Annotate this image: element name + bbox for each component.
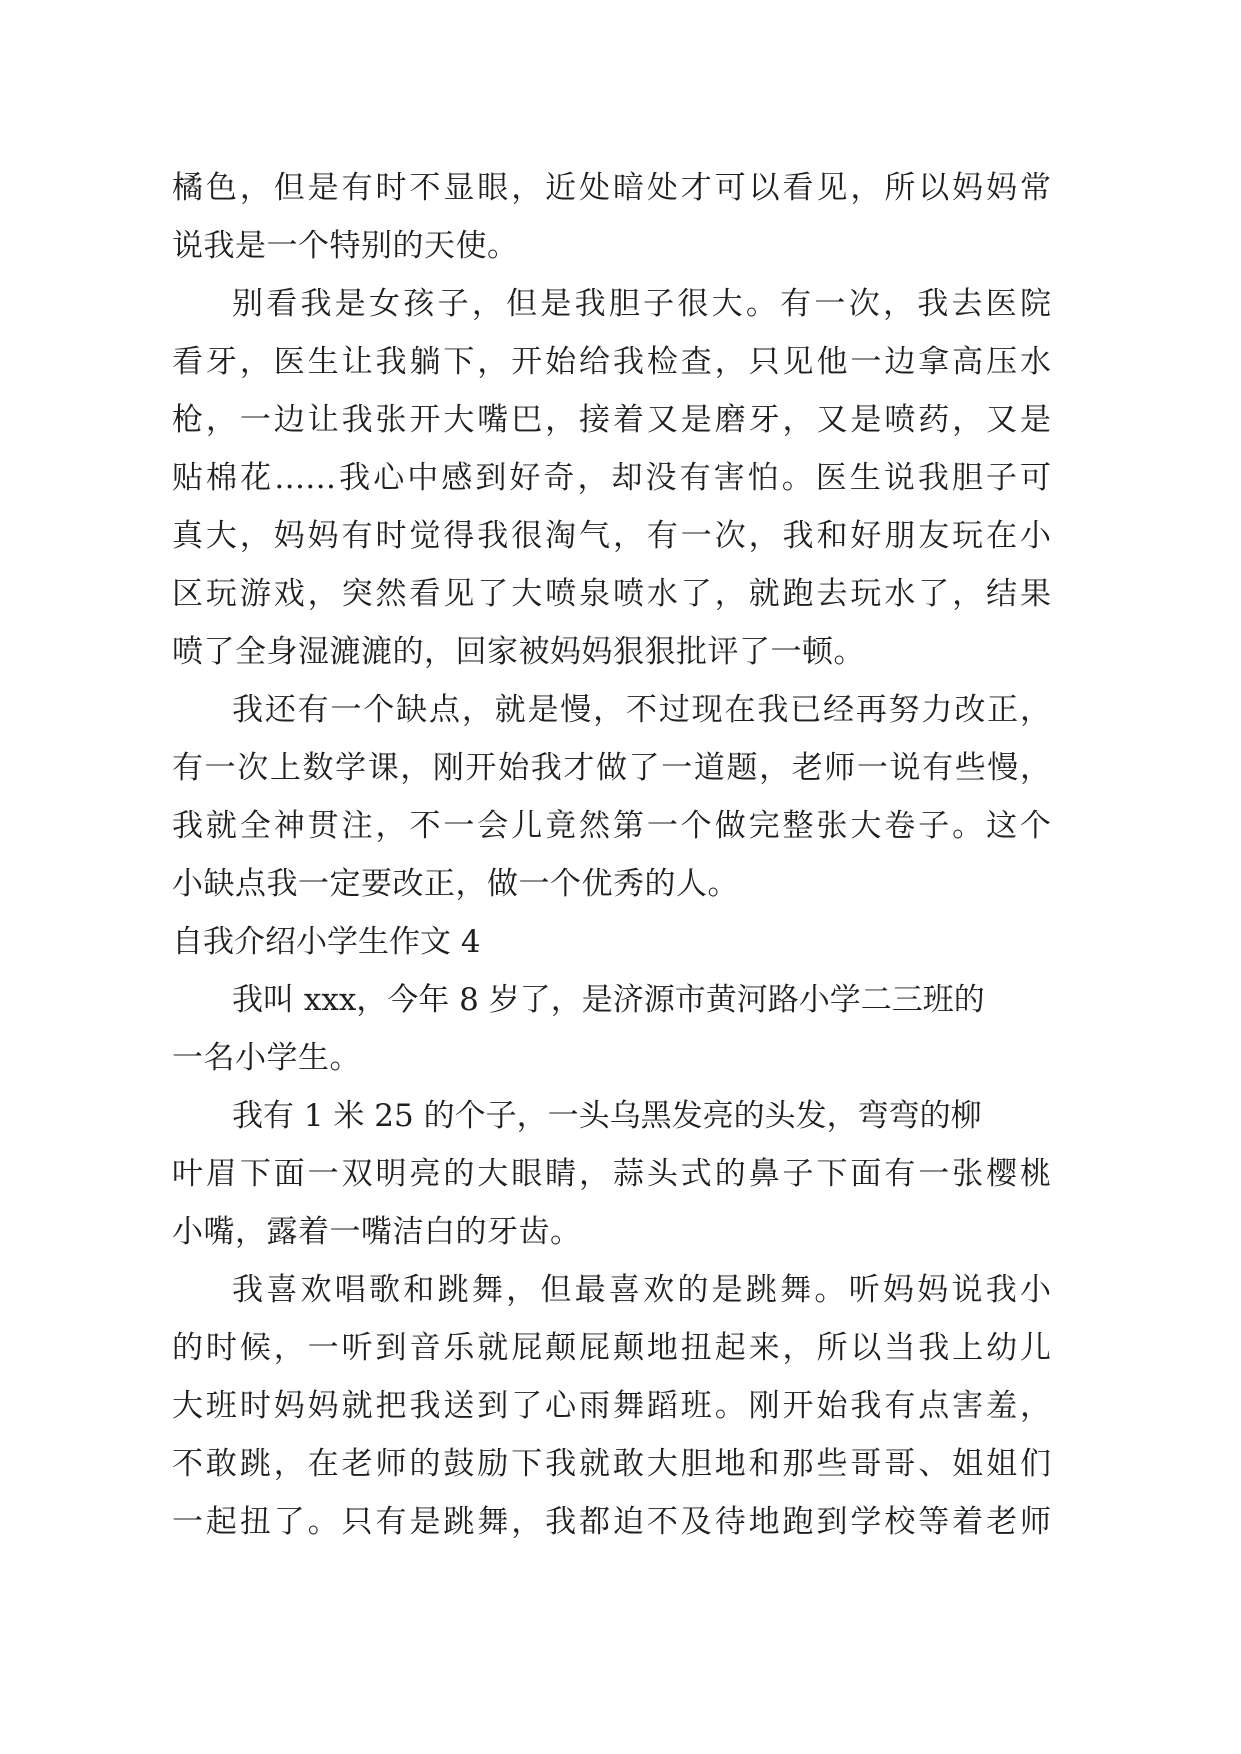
- text-line: 别看我是女孩子，但是我胆子很大。有一次，我去医院: [232, 286, 1051, 322]
- section-heading: [172, 913, 1051, 971]
- text-line: 喷了全身湿漉漉的，回家被妈妈狠狠批评了一顿。: [172, 634, 865, 670]
- text-line: 小缺点我一定要改正，做一个优秀的人。: [172, 866, 739, 902]
- text-line: 一起扭了。只有是跳舞，我都迫不及待地跑到学校等着老师: [172, 1504, 1051, 1540]
- text-line: 橘色，但是有时不显眼，近处暗处才可以看见，所以妈妈常: [172, 170, 1051, 206]
- text-line: 我喜欢唱歌和跳舞，但最喜欢的是跳舞。听妈妈说我小: [232, 1272, 1051, 1308]
- text-line: 一名小学生。: [172, 1040, 361, 1076]
- paragraph-dentist: [172, 275, 1051, 681]
- text-line: 枪，一边让我张开大嘴巴，接着又是磨牙，又是喷药，又是: [172, 402, 1051, 438]
- paragraph-shortcoming: [172, 681, 1051, 913]
- paragraph-hobbies: [172, 1261, 1051, 1551]
- document-body: [172, 159, 1051, 1551]
- text-line: 贴棉花……我心中感到好奇，却没有害怕。医生说我胆子可: [172, 460, 1051, 496]
- text-line: 看牙，医生让我躺下，开始给我检查，只见他一边拿高压水: [172, 344, 1051, 380]
- text-line: 我就全神贯注，不一会儿竟然第一个做完整张大卷子。这个: [172, 808, 1051, 844]
- paragraph-introduction: [172, 971, 1051, 1087]
- text-line: 叶眉下面一双明亮的大眼睛，蒜头式的鼻子下面有一张樱桃: [172, 1156, 1051, 1192]
- text-line: 的时候，一听到音乐就屁颠屁颠地扭起来，所以当我上幼儿: [172, 1330, 1051, 1366]
- text-line: 有一次上数学课，刚开始我才做了一道题，老师一说有些慢，: [172, 750, 1051, 786]
- text-line: 我叫 xxx，今年 8 岁了，是济源市黄河路小学二三班的: [232, 982, 985, 1018]
- text-line: 不敢跳，在老师的鼓励下我就敢大胆地和那些哥哥、姐姐们: [172, 1446, 1051, 1482]
- heading-text: 自我介绍小学生作文 4: [172, 924, 481, 960]
- text-line: 小嘴，露着一嘴洁白的牙齿。: [172, 1214, 582, 1250]
- paragraph-continued: [172, 159, 1051, 275]
- text-line: 说我是一个特别的天使。: [172, 228, 519, 264]
- text-line: 大班时妈妈就把我送到了心雨舞蹈班。刚开始我有点害羞，: [172, 1388, 1051, 1424]
- paragraph-appearance: [172, 1087, 1051, 1261]
- text-line: 我还有一个缺点，就是慢，不过现在我已经再努力改正，: [232, 692, 1051, 728]
- text-line: 我有 1 米 25 的个子，一头乌黑发亮的头发，弯弯的柳: [232, 1098, 982, 1134]
- text-line: 区玩游戏，突然看见了大喷泉喷水了，就跑去玩水了，结果: [172, 576, 1051, 612]
- text-line: 真大，妈妈有时觉得我很淘气，有一次，我和好朋友玩在小: [172, 518, 1051, 554]
